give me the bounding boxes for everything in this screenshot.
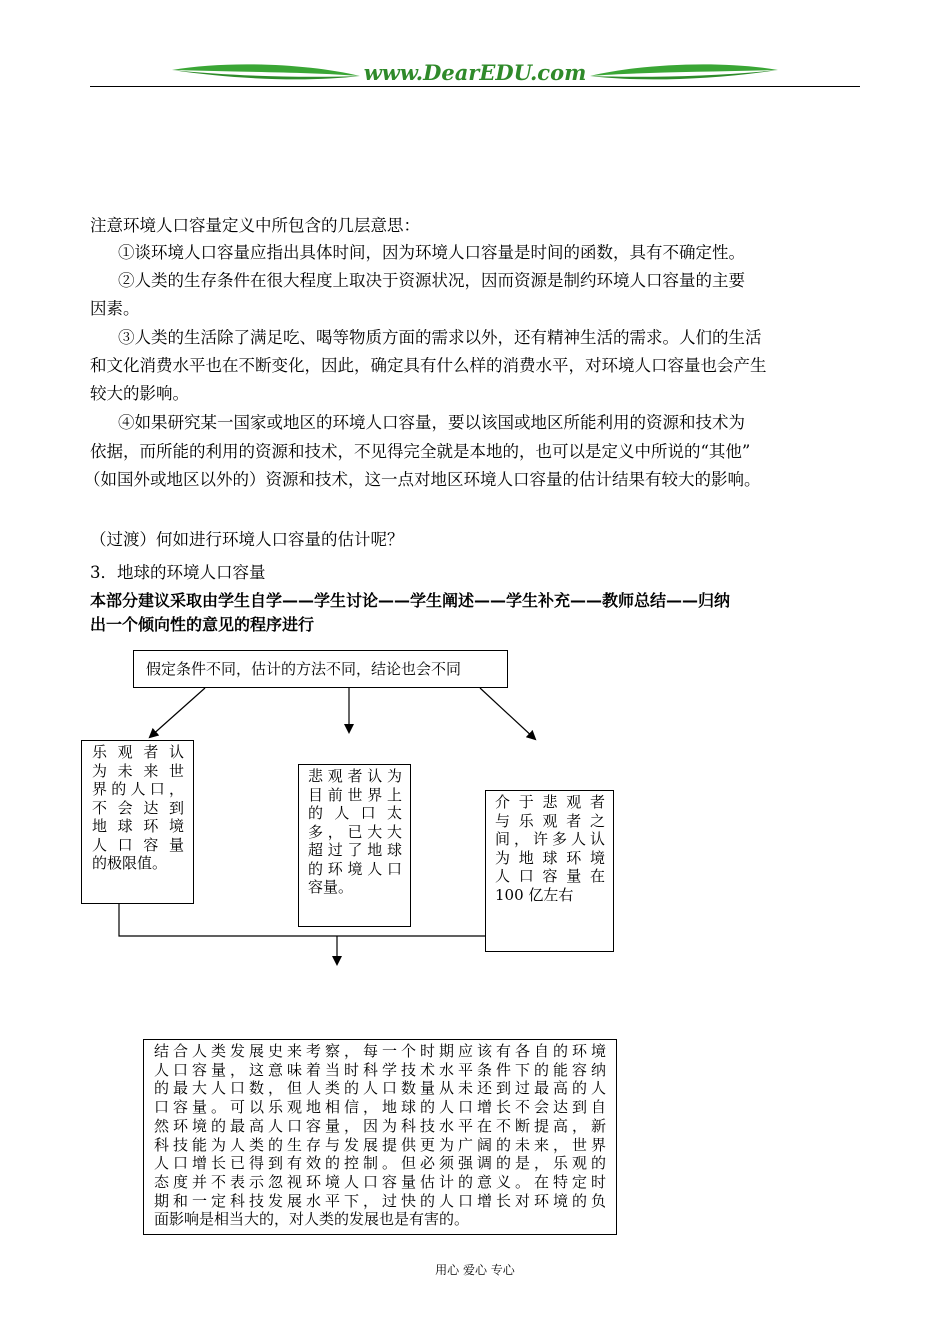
pessimist-text	[308, 767, 402, 897]
moderate-line: 间，许多人认	[495, 830, 605, 848]
optimist-line: 为未来世	[92, 761, 184, 780]
conclusion-line: 结合人类发展史来考察，每一个时期应该有各自的环境	[154, 1042, 606, 1060]
optimist-line: 的极限值。	[92, 854, 168, 872]
transition-question: （过渡）何如进行环境人口容量的估计呢？	[90, 530, 404, 549]
optimist-line: 界的人口，	[92, 780, 184, 798]
pessimist-line: 容量。	[308, 878, 354, 896]
note-2-line-1: ②人类的生存条件在很大程度上取决于资源状况，因而资源是制约环境人口容量的主要	[118, 271, 745, 290]
conclusion-line: 然环境的最高人口容量，因为科技水平在不断提高，新	[154, 1116, 606, 1135]
moderate-line: 为地球环境	[495, 848, 605, 867]
pessimist-box	[298, 764, 411, 927]
arrow-to-moderate	[480, 688, 535, 739]
pessimist-line: 悲观者认为	[308, 767, 402, 785]
pessimist-line: 多，已大大	[308, 822, 402, 841]
moderate-box	[485, 790, 614, 952]
note-3-line-3: 较大的影响。	[90, 384, 189, 403]
conclusion-line: 口容量。可以乐观地相信，地球的人口增长不会达到自	[154, 1098, 606, 1117]
moderate-line: 介于悲观者	[495, 793, 605, 811]
optimist-line: 人口容量	[92, 835, 184, 854]
optimist-line: 地球环境	[92, 817, 184, 835]
optimist-box	[81, 740, 194, 904]
conclusion-line: 科技能为人类的生存与发展提供更为广阔的未来，世界	[154, 1135, 606, 1154]
note-4-line-1: ④如果研究某一国家或地区的环境人口容量，要以该国或地区所能利用的资源和技术为	[118, 413, 745, 432]
moderate-line: 100 亿左右	[495, 885, 574, 904]
note-2-line-2: 因素。	[90, 299, 140, 318]
note-1-line-1: ①谈环境人口容量应指出具体时间，因为环境人口容量是时间的函数，具有不确定性。	[118, 243, 745, 262]
pessimist-line: 目前世界上	[308, 785, 402, 804]
note-4-line-2: 依据，而所能的利用的资源和技术，不见得完全就是本地的，也可以是定义中所说的“其他”	[90, 442, 751, 461]
conclusion-line: 面影响是相当大的，对人类的发展也是有害的。	[154, 1210, 470, 1229]
pessimist-line: 的环境人口	[308, 859, 402, 878]
arrow-to-optimist	[150, 688, 205, 737]
moderate-line: 人口容量在	[495, 867, 605, 885]
section-heading: 3．地球的环境人口容量	[90, 563, 266, 582]
optimist-text	[92, 743, 184, 873]
optimist-line: 不会达到	[92, 798, 184, 817]
assumption-text: 假定条件不同，估计的方法不同，结论也会不同	[146, 660, 462, 678]
moderate-line: 与乐观者之	[495, 811, 605, 830]
conclusion-line: 态度并不表示忽视环境人口容量估计的意义。在特定时	[154, 1172, 606, 1191]
site-url: www.DearEDU.com	[363, 60, 587, 85]
moderate-text	[495, 793, 605, 904]
note-3-line-1: ③人类的生活除了满足吃、喝等物质方面的需求以外，还有精神生活的需求。人们的生活	[118, 328, 762, 347]
instruction-line-2: 出一个倾向性的意见的程序进行	[90, 615, 315, 634]
pessimist-line: 超过了地球	[308, 841, 402, 859]
assumption-box	[133, 650, 508, 688]
optimist-line: 乐观者认	[92, 743, 184, 761]
conclusion-line: 的最大人口数，但人类的人口数量从未还到过最高的人	[154, 1079, 606, 1098]
notes-intro: 注意环境人口容量定义中所包含的几层意思：	[90, 216, 420, 235]
instruction-line-1: 本部分建议采取由学生自学——学生讨论——学生阐述——学生补充——教师总结——归纳	[90, 591, 731, 610]
note-3-line-2: 和文化消费水平也在不断变化，因此，确定具有什么样的消费水平，对环境人口容量也会产生	[90, 356, 767, 375]
pessimist-line: 的人口太	[308, 804, 402, 822]
conclusion-line: 人口增长已得到有效的控制。但必须强调的是，乐观的	[154, 1154, 606, 1173]
conclusion-box	[143, 1039, 617, 1235]
conclusion-text	[154, 1042, 606, 1229]
conclusion-line: 期和一定科技发展水平下，过快的人口增长对环境的负	[154, 1191, 606, 1210]
note-4-line-3: （如国外或地区以外的）资源和技术，这一点对地区环境人口容量的估计结果有较大的影响。	[84, 470, 761, 489]
page-footer: 用心 爱心 专心	[435, 1263, 515, 1277]
conclusion-line: 人口容量，这意味着当时科学技术水平条件下的能容纳	[154, 1060, 606, 1079]
